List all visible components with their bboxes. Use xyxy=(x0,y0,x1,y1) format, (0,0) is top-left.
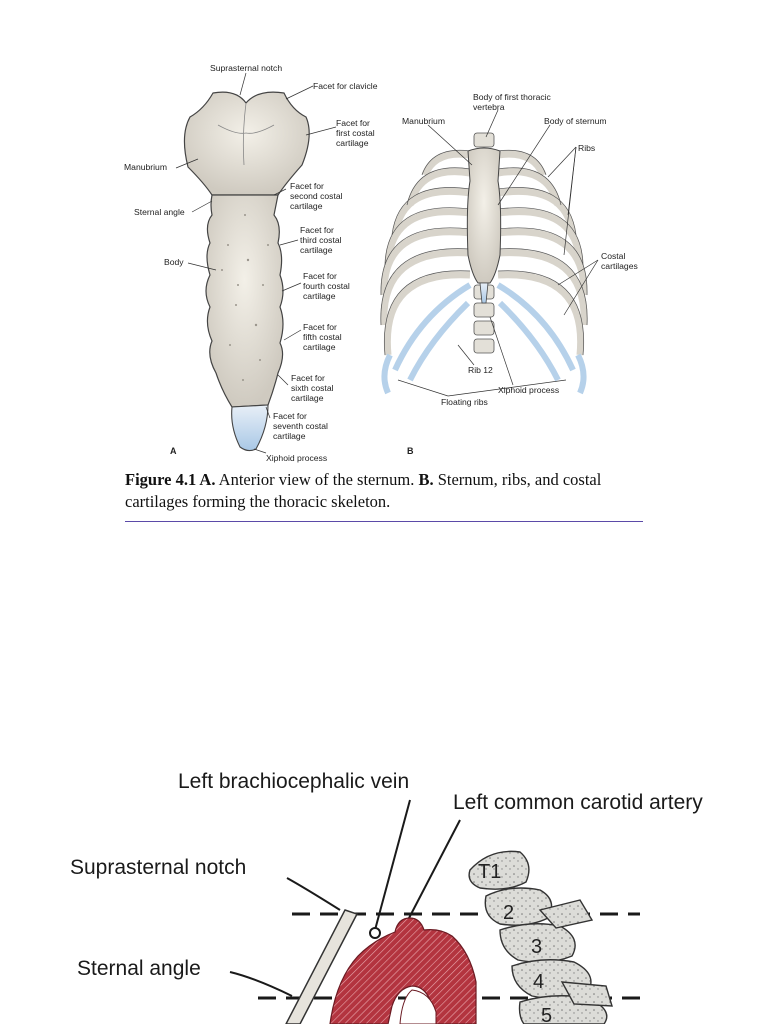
aortic-arch xyxy=(330,918,476,1024)
caption-lead-a: Figure 4.1 A. xyxy=(125,470,216,489)
label-ribs: Ribs xyxy=(578,143,596,153)
caption-text-b: Sternum, ribs, and costal cartilages forming the thoracic skeleton. xyxy=(125,470,602,511)
rib-cage xyxy=(381,133,587,393)
label-sternal-angle-bottom: Sternal angle xyxy=(77,957,201,980)
label-body: Body xyxy=(164,257,184,267)
label-suprasternal-notch-bottom: Suprasternal notch xyxy=(70,856,247,879)
sternum-manubrium xyxy=(184,92,309,195)
caption-text-a: Anterior view of the sternum. xyxy=(215,470,419,489)
label-floating-ribs: Floating ribs xyxy=(441,397,488,407)
label-suprasternal-notch: Suprasternal notch xyxy=(210,63,283,73)
label-facet-second: Facet for second costal cartilage xyxy=(290,181,343,211)
thoracic-landmarks-figure xyxy=(0,760,768,1024)
label-facet-sixth: Facet for sixth costal cartilage xyxy=(291,373,334,403)
panel-letter-b: B xyxy=(407,446,414,456)
label-body-first-thoracic: Body of first thoracic vertebra xyxy=(473,92,551,112)
vertebra-label-5: 5 xyxy=(541,1005,553,1024)
label-sternal-angle-a: Sternal angle xyxy=(134,207,185,217)
caption-lead-b: B. xyxy=(418,470,434,489)
label-facet-first: Facet for first costal cartilage xyxy=(336,118,375,148)
vertebra-t2 xyxy=(485,888,551,925)
figure-4-1 xyxy=(118,55,650,545)
label-xiphoid-b: Xiphoid process xyxy=(498,385,560,395)
label-facet-clavicle: Facet for clavicle xyxy=(313,81,378,91)
label-facet-third: Facet for third costal cartilage xyxy=(300,225,342,255)
label-facet-seventh: Facet for seventh costal cartilage xyxy=(273,411,328,441)
label-manubrium-b: Manubrium xyxy=(402,116,445,126)
figure-caption xyxy=(125,469,645,513)
label-left-brachiocephalic-vein: Left brachiocephalic vein xyxy=(178,770,410,793)
sternum-body xyxy=(206,195,283,407)
sternum-xiphoid xyxy=(232,405,268,451)
vertebra-label-2: 2 xyxy=(503,902,515,924)
label-body-of-sternum: Body of sternum xyxy=(544,116,607,126)
label-costal-cartilages: Costal cartilages xyxy=(601,251,638,271)
label-left-common-carotid: Left common carotid artery xyxy=(453,791,703,814)
vertebra-label-t1: T1 xyxy=(478,861,502,883)
label-rib-12: Rib 12 xyxy=(468,365,493,375)
vertebra-label-4: 4 xyxy=(533,971,545,993)
label-xiphoid-a: Xiphoid process xyxy=(266,453,328,463)
caption-divider xyxy=(125,521,643,522)
vein-marker xyxy=(370,928,380,938)
label-manubrium-a: Manubrium xyxy=(124,162,167,172)
panel-letter-a: A xyxy=(170,446,177,456)
label-facet-fifth: Facet for fifth costal cartilage xyxy=(303,322,342,352)
vertebra-label-3: 3 xyxy=(531,936,543,958)
label-facet-fourth: Facet for fourth costal cartilage xyxy=(303,271,350,301)
